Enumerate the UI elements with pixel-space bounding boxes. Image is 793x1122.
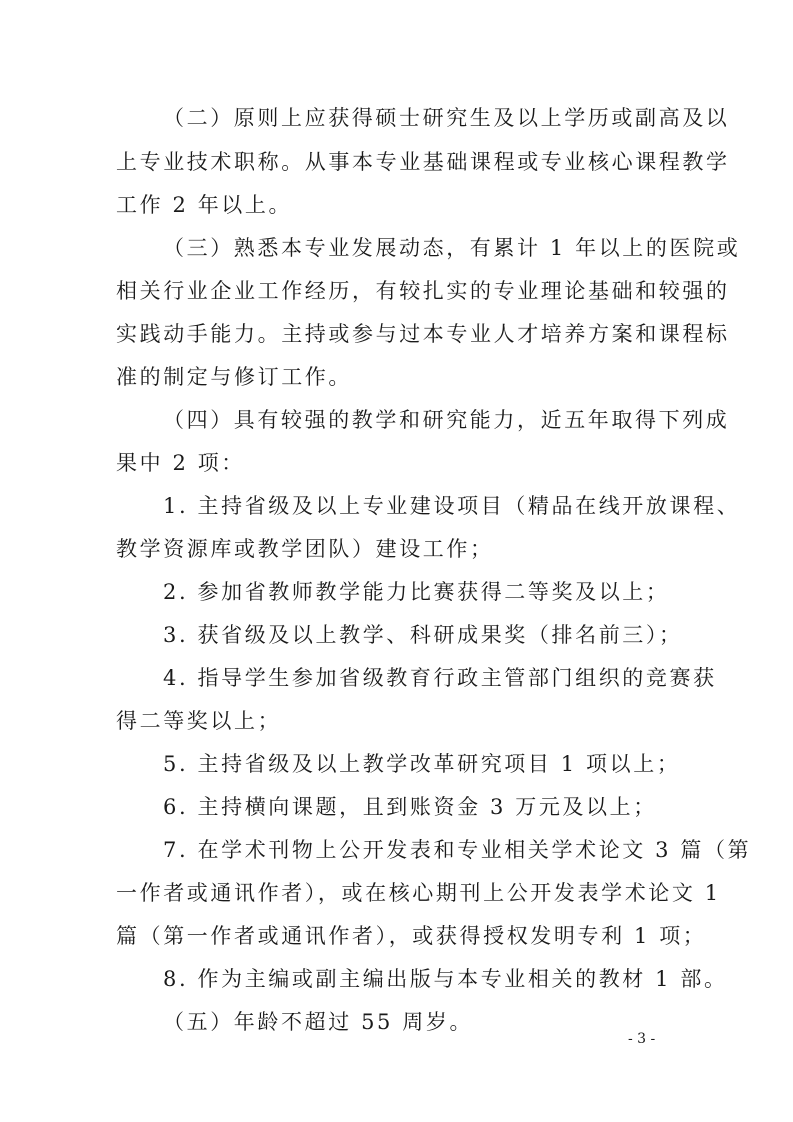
text-line: （二）原则上应获得硕士研究生及以上学历或副高及以	[163, 106, 730, 130]
text-line: 上专业技术职称。从事本专业基础课程或专业核心课程教学	[116, 150, 730, 174]
text-line: （四）具有较强的教学和研究能力，近五年取得下列成	[163, 408, 730, 432]
text-line: 篇（第一作者或通讯作者），或获得授权发明专利 1 项；	[116, 924, 707, 948]
text-line: 工作 2 年以上。	[116, 193, 293, 217]
text-line: 相关行业企业工作经历，有较扎实的专业理论基础和较强的	[116, 279, 730, 303]
page-number: - 3 -	[628, 1031, 656, 1047]
text-line: 实践动手能力。主持或参与过本专业人才培养方案和课程标	[116, 322, 730, 346]
text-line: （五）年龄不超过 55 周岁。	[163, 1010, 474, 1034]
text-line: 一作者或通讯作者），或在核心期刊上公开发表学术论文 1	[116, 881, 721, 905]
text-line: 4. 指导学生参加省级教育行政主管部门组织的竞赛获	[163, 666, 717, 690]
text-line: 7. 在学术刊物上公开发表和专业相关学术论文 3 篇（第	[163, 838, 752, 862]
text-line: 6. 主持横向课题，且到账资金 3 万元及以上；	[163, 795, 657, 819]
text-line: 1. 主持省级及以上专业建设项目（精品在线开放课程、	[163, 494, 741, 518]
text-line: 2. 参加省教师教学能力比赛获得二等奖及以上；	[163, 580, 670, 604]
text-line: 8. 作为主编或副主编出版与本专业相关的教材 1 部。	[163, 967, 728, 991]
text-line: 教学资源库或教学团队）建设工作；	[116, 537, 494, 561]
text-line: 3. 获省级及以上教学、科研成果奖（排名前三）；	[163, 623, 683, 647]
text-line: （三）熟悉本专业发展动态，有累计 1 年以上的医院或	[163, 236, 741, 260]
text-line: 5. 主持省级及以上教学改革研究项目 1 项以上；	[163, 752, 681, 776]
text-line: 得二等奖以上；	[116, 709, 282, 733]
text-line: 准的制定与修订工作。	[116, 365, 352, 389]
text-line: 果中 2 项：	[116, 451, 245, 475]
